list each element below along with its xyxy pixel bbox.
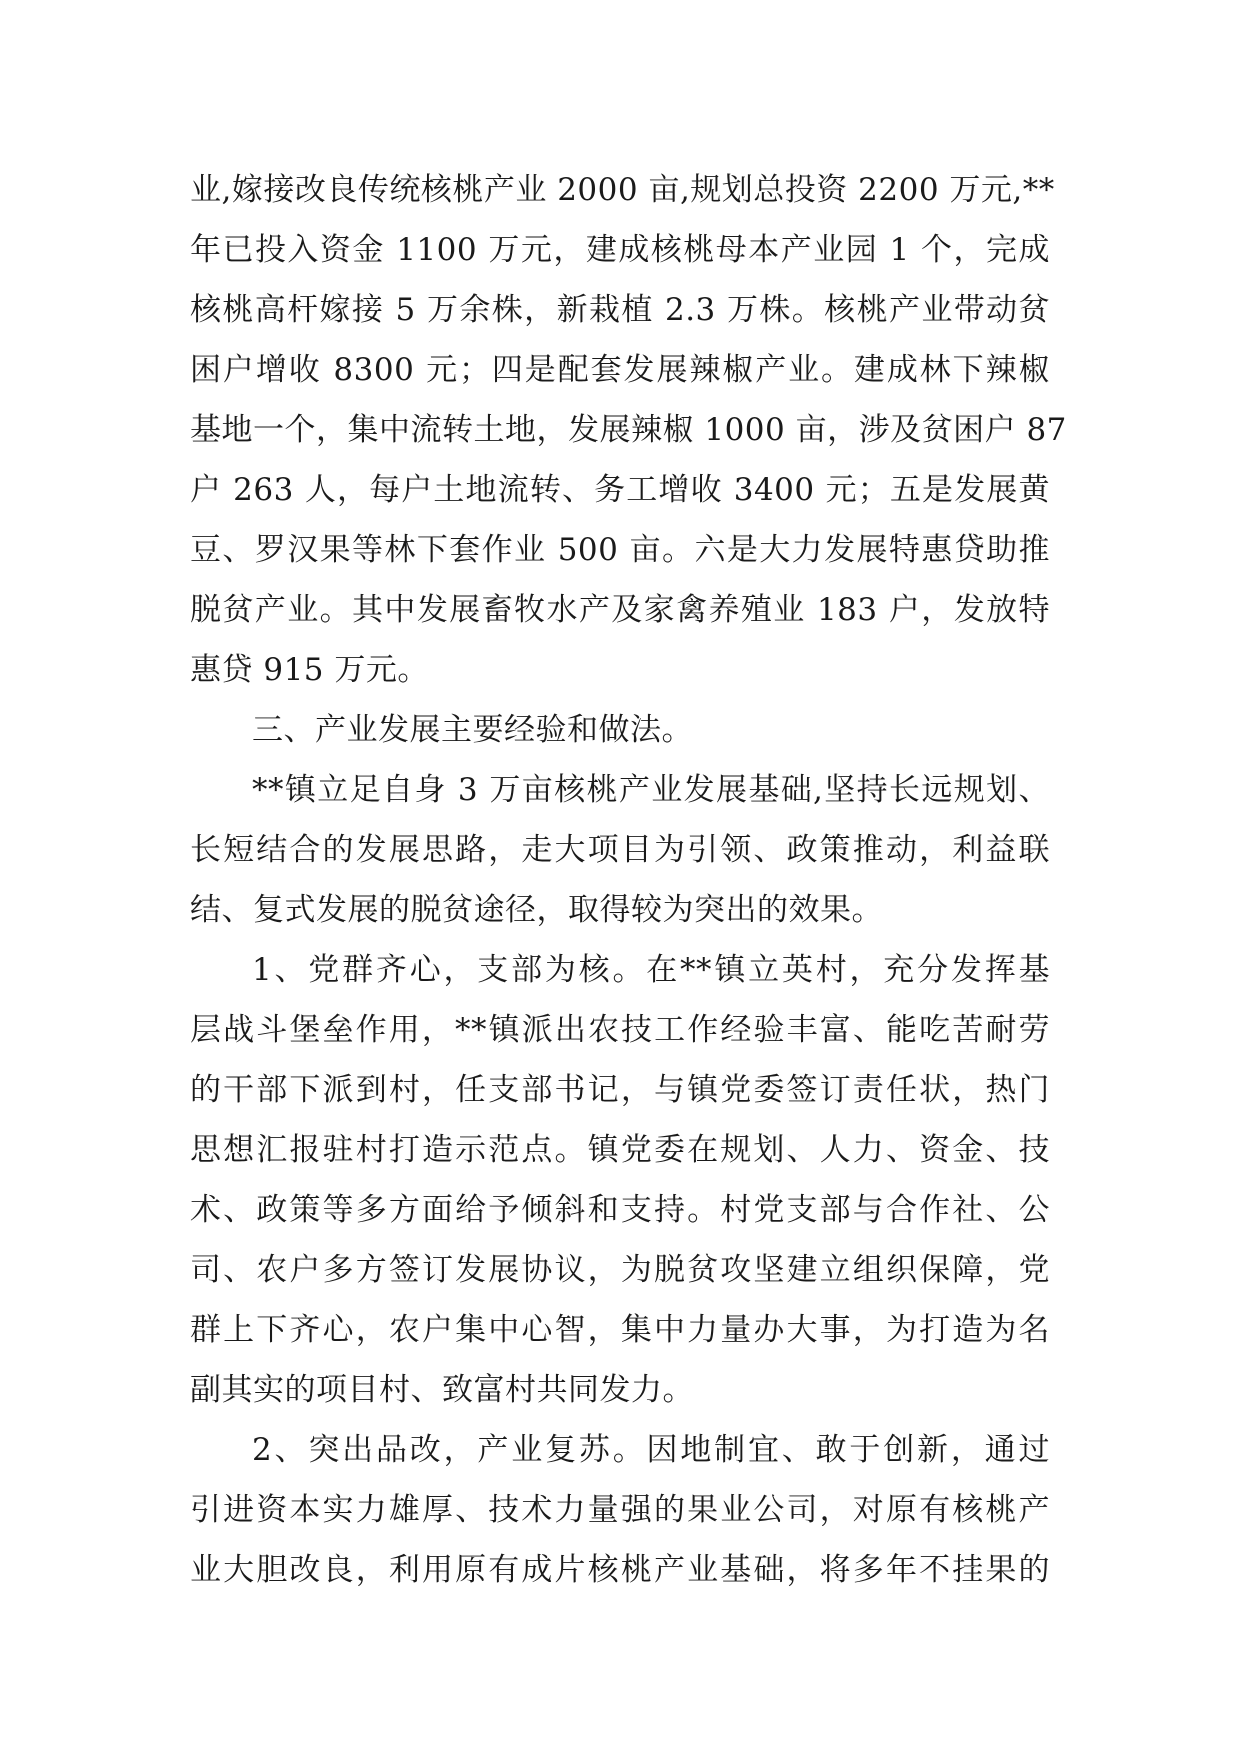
text-line: 脱贫产业。其中发展畜牧水产及家禽养殖业 183 户，发放特	[190, 592, 1050, 628]
text-line: 2、突出品改，产业复苏。因地制宜、敢于创新，通过	[252, 1432, 1050, 1468]
text-line: 长短结合的发展思路，走大项目为引领、政策推动，利益联	[190, 832, 1050, 868]
text-line: 核桃高杆嫁接 5 万余株，新栽植 2.3 万株。核桃产业带动贫	[190, 292, 1050, 328]
text-line: 思想汇报驻村打造示范点。镇党委在规划、人力、资金、技	[190, 1132, 1050, 1168]
text-line: 副其实的项目村、致富村共同发力。	[190, 1372, 694, 1408]
text-line: 引进资本实力雄厚、技术力量强的果业公司，对原有核桃产	[190, 1492, 1050, 1528]
text-line: 1、党群齐心，支部为核。在**镇立英村，充分发挥基	[252, 952, 1050, 988]
text-line: 基地一个，集中流转土地，发展辣椒 1000 亩，涉及贫困户 87	[190, 412, 1067, 448]
text-line: 业,嫁接改良传统核桃产业 2000 亩,规划总投资 2200 万元,**	[190, 172, 1055, 208]
text-line: 术、政策等多方面给予倾斜和支持。村党支部与合作社、公	[190, 1192, 1050, 1228]
text-line: 豆、罗汉果等林下套作业 500 亩。六是大力发展特惠贷助推	[190, 532, 1050, 568]
text-line: 层战斗堡垒作用，**镇派出农技工作经验丰富、能吃苦耐劳	[190, 1012, 1050, 1048]
section-heading: 三、产业发展主要经验和做法。	[252, 712, 693, 748]
text-line: 年已投入资金 1100 万元，建成核桃母本产业园 1 个，完成	[190, 232, 1050, 268]
text-line: 户 263 人，每户土地流转、务工增收 3400 元；五是发展黄	[190, 472, 1050, 508]
text-line: 惠贷 915 万元。	[190, 652, 429, 688]
text-line: 群上下齐心，农户集中心智，集中力量办大事，为打造为名	[190, 1312, 1050, 1348]
text-line: 业大胆改良，利用原有成片核桃产业基础，将多年不挂果的	[190, 1552, 1050, 1588]
document-body	[190, 160, 1067, 1600]
text-line: 结、复式发展的脱贫途径，取得较为突出的效果。	[190, 892, 883, 928]
text-line: 司、农户多方签订发展协议，为脱贫攻坚建立组织保障，党	[190, 1252, 1050, 1288]
text-line: **镇立足自身 3 万亩核桃产业发展基础,坚持长远规划、	[252, 772, 1050, 808]
text-line: 困户增收 8300 元；四是配套发展辣椒产业。建成林下辣椒	[190, 352, 1050, 388]
text-line: 的干部下派到村，任支部书记，与镇党委签订责任状，热门	[190, 1072, 1050, 1108]
